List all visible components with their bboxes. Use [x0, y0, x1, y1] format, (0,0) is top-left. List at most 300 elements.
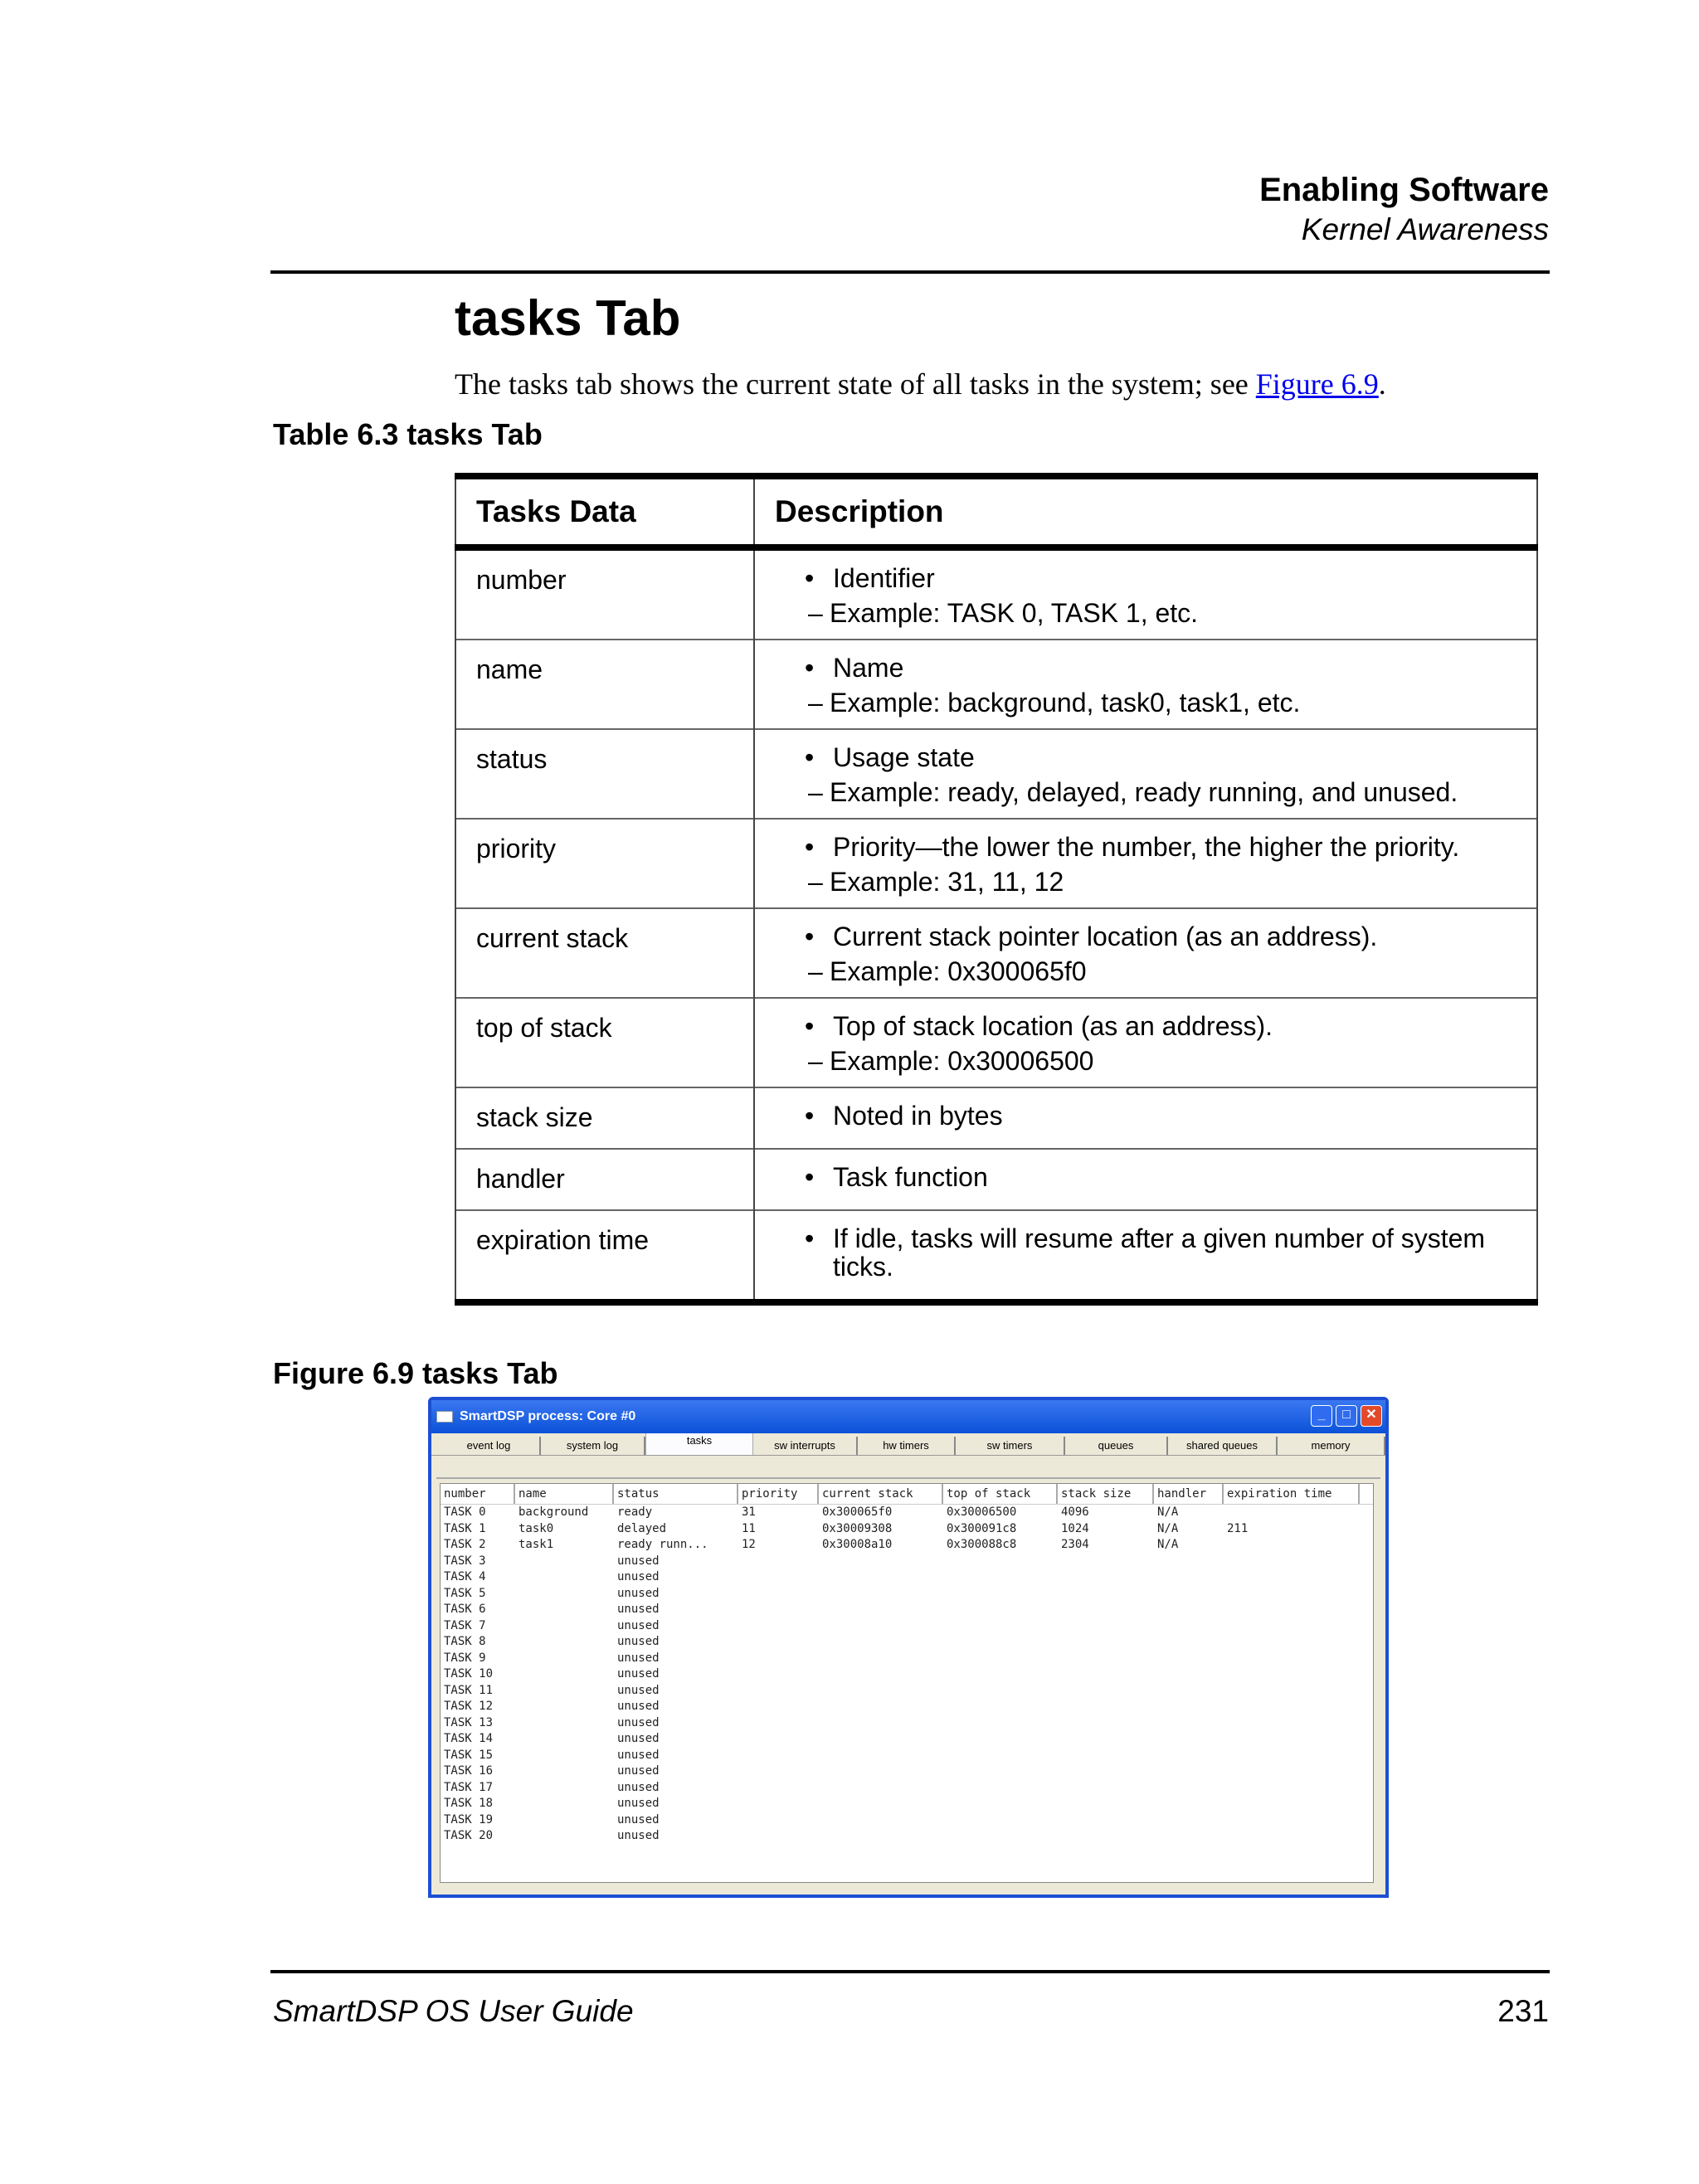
list-header [441, 1484, 1373, 1505]
tab-strip [431, 1433, 1385, 1456]
task-cell-status: unused [617, 1635, 660, 1648]
task-cell-handler: N/A [1157, 1538, 1179, 1551]
dash-icon: – [808, 956, 823, 986]
task-cell-status: unused [617, 1554, 660, 1568]
tab-hw-timers[interactable]: hw timers [858, 1437, 956, 1455]
task-cell-stack-size [1058, 1748, 1154, 1764]
bullet-item [775, 743, 1516, 771]
column-header-current-stack[interactable]: current stack [819, 1484, 943, 1504]
column-header-status[interactable]: status [614, 1484, 738, 1504]
task-cell-stack-size [1058, 1683, 1154, 1700]
description-cell [754, 547, 1537, 640]
bullet-icon: • [805, 563, 815, 593]
description-cell [754, 819, 1537, 908]
task-cell-top-of-stack [943, 1699, 1058, 1715]
task-cell-expiration-time [1224, 1554, 1360, 1570]
description-cell [754, 1149, 1537, 1210]
column-header-number[interactable]: number [441, 1484, 515, 1504]
task-cell-number: TASK 3 [444, 1554, 486, 1568]
task-row[interactable] [441, 1521, 1373, 1538]
section-title: tasks Tab [455, 290, 681, 346]
task-row[interactable] [441, 1505, 1373, 1521]
task-cell-current-stack [819, 1828, 943, 1845]
sub-text: Example: 0x30006500 [830, 1046, 1094, 1076]
task-cell-top-of-stack: 0x300091c8 [947, 1521, 1017, 1535]
task-cell-status: ready runn... [617, 1538, 708, 1551]
task-cell-stack-size [1058, 1812, 1154, 1829]
task-cell-status: unused [617, 1780, 660, 1794]
bullet-item [775, 1102, 1516, 1130]
task-cell-expiration-time [1224, 1602, 1360, 1618]
task-cell-number: TASK 20 [444, 1829, 494, 1842]
task-cell-top-of-stack [943, 1763, 1058, 1780]
task-cell-handler [1154, 1666, 1224, 1683]
task-cell-handler: N/A [1157, 1521, 1179, 1535]
header-rule [270, 270, 1550, 274]
task-cell-name [515, 1780, 614, 1797]
column-header-top-of-stack[interactable]: top of stack [943, 1484, 1058, 1504]
task-cell-expiration-time [1224, 1731, 1360, 1748]
bullet-text: Name [833, 653, 904, 683]
task-cell-number: TASK 11 [444, 1683, 494, 1697]
task-cell-top-of-stack [943, 1554, 1058, 1570]
task-cell-priority [738, 1554, 819, 1570]
task-cell-top-of-stack [943, 1569, 1058, 1586]
task-cell-current-stack [819, 1618, 943, 1635]
task-cell-top-of-stack [943, 1651, 1058, 1667]
window-titlebar[interactable] [431, 1400, 1385, 1433]
tab-sw-interrupts[interactable]: sw interrupts [753, 1437, 858, 1455]
task-cell-number: TASK 0 [444, 1505, 486, 1519]
task-row[interactable] [441, 1602, 1373, 1618]
sub-text: Example: 0x300065f0 [830, 956, 1087, 986]
task-cell-name [515, 1715, 614, 1732]
task-cell-priority [738, 1812, 819, 1829]
tasks-data-cell: number [455, 547, 754, 640]
task-cell-name [515, 1554, 614, 1570]
task-cell-expiration-time [1224, 1505, 1360, 1521]
task-cell-top-of-stack [943, 1666, 1058, 1683]
task-cell-top-of-stack [943, 1796, 1058, 1812]
task-cell-status: unused [617, 1829, 660, 1842]
task-row[interactable] [441, 1796, 1373, 1812]
task-row[interactable] [441, 1618, 1373, 1635]
task-row[interactable] [441, 1537, 1373, 1554]
task-cell-handler [1154, 1812, 1224, 1829]
task-cell-expiration-time [1224, 1634, 1360, 1651]
task-cell-current-stack [819, 1651, 943, 1667]
footer-book-title: SmartDSP OS User Guide [273, 1994, 634, 2028]
description-cell [754, 729, 1537, 819]
tasks-data-cell: expiration time [455, 1210, 754, 1302]
task-cell-number: TASK 6 [444, 1603, 486, 1616]
task-cell-handler [1154, 1796, 1224, 1812]
task-cell-status: unused [617, 1586, 660, 1600]
task-cell-name: task1 [518, 1538, 554, 1551]
table-body [455, 547, 1537, 1302]
task-cell-expiration-time [1224, 1618, 1360, 1635]
task-cell-top-of-stack [943, 1731, 1058, 1748]
task-cell-current-stack [819, 1634, 943, 1651]
bullet-text: Current stack pointer location (as an address). [833, 922, 1378, 951]
bullet-text: Identifier [833, 563, 935, 593]
task-cell-expiration-time [1224, 1666, 1360, 1683]
task-cell-handler [1154, 1554, 1224, 1570]
tasks-data-table [455, 473, 1538, 1306]
close-button[interactable]: ✕ [1361, 1405, 1382, 1427]
task-cell-name: task0 [518, 1521, 554, 1535]
task-cell-status: unused [617, 1797, 660, 1810]
bullet-text: Usage state [833, 742, 975, 772]
task-cell-stack-size [1058, 1828, 1154, 1845]
list-body [441, 1505, 1373, 1845]
tasks-data-cell: current stack [455, 908, 754, 998]
task-cell-current-stack: 0x30008a10 [822, 1538, 893, 1551]
tasks-list[interactable] [440, 1483, 1374, 1883]
task-cell-number: TASK 7 [444, 1618, 486, 1632]
task-cell-status: unused [617, 1570, 660, 1583]
task-cell-priority [738, 1569, 819, 1586]
bullet-text: If idle, tasks will resume after a given number of system ticks. [833, 1223, 1486, 1282]
task-cell-current-stack [819, 1812, 943, 1829]
table-row [455, 908, 1537, 998]
task-cell-top-of-stack [943, 1748, 1058, 1764]
task-cell-expiration-time [1224, 1715, 1360, 1732]
column-header-name[interactable]: name [515, 1484, 614, 1504]
task-cell-name [515, 1634, 614, 1651]
task-row[interactable] [441, 1634, 1373, 1651]
sub-item [775, 778, 1516, 806]
task-cell-current-stack [819, 1602, 943, 1618]
bullet-icon: • [805, 1223, 815, 1253]
dash-icon: – [808, 598, 823, 628]
table-header-tasks-data: Tasks Data [455, 476, 754, 547]
task-row[interactable] [441, 1748, 1373, 1764]
task-cell-expiration-time [1224, 1586, 1360, 1603]
task-row[interactable] [441, 1828, 1373, 1845]
bullet-icon: • [805, 653, 815, 683]
task-cell-expiration-time: 211 [1227, 1521, 1249, 1535]
task-cell-name [515, 1666, 614, 1683]
smartdsp-window [428, 1397, 1389, 1898]
task-cell-name: background [518, 1505, 589, 1519]
task-cell-current-stack [819, 1780, 943, 1797]
task-cell-name [515, 1586, 614, 1603]
tasks-data-cell: priority [455, 819, 754, 908]
task-cell-handler [1154, 1602, 1224, 1618]
bullet-item [775, 654, 1516, 682]
tasks-data-cell: top of stack [455, 998, 754, 1087]
task-cell-handler [1154, 1651, 1224, 1667]
tab-tasks[interactable]: tasks [645, 1432, 753, 1455]
bullet-text: Top of stack location (as an address). [833, 1011, 1273, 1041]
task-cell-number: TASK 14 [444, 1732, 494, 1745]
dash-icon: – [808, 1046, 823, 1076]
tasks-data-cell: handler [455, 1149, 754, 1210]
task-cell-top-of-stack [943, 1715, 1058, 1732]
header-title: Enabling Software [1259, 172, 1549, 208]
tab-system-log[interactable]: system log [541, 1437, 645, 1455]
task-cell-top-of-stack: 0x300088c8 [947, 1538, 1017, 1551]
bullet-item [775, 1224, 1516, 1281]
task-cell-top-of-stack [943, 1602, 1058, 1618]
task-cell-expiration-time [1224, 1796, 1360, 1812]
task-row[interactable] [441, 1683, 1373, 1700]
task-cell-handler [1154, 1763, 1224, 1780]
task-cell-number: TASK 15 [444, 1748, 494, 1762]
bullet-item [775, 1163, 1516, 1191]
page-number: 231 [1497, 1994, 1549, 2028]
task-cell-stack-size [1058, 1666, 1154, 1683]
task-cell-stack-size [1058, 1651, 1154, 1667]
task-cell-stack-size [1058, 1780, 1154, 1797]
tab-memory[interactable]: memory [1278, 1437, 1385, 1455]
task-cell-handler [1154, 1731, 1224, 1748]
task-cell-name [515, 1602, 614, 1618]
bullet-item [775, 833, 1516, 861]
bullet-icon: • [805, 1101, 815, 1131]
task-cell-expiration-time [1224, 1537, 1360, 1554]
tab-queues[interactable]: queues [1065, 1437, 1168, 1455]
task-cell-stack-size [1058, 1796, 1154, 1812]
task-cell-current-stack [819, 1763, 943, 1780]
tasks-data-cell: stack size [455, 1087, 754, 1149]
task-cell-priority [738, 1828, 819, 1845]
figure-caption: Figure 6.9 tasks Tab [273, 1356, 558, 1390]
task-cell-priority [738, 1748, 819, 1764]
tab-sw-timers[interactable]: sw timers [956, 1437, 1065, 1455]
sub-text: Example: 31, 11, 12 [830, 867, 1064, 897]
sub-text: Example: TASK 0, TASK 1, etc. [830, 598, 1199, 628]
task-cell-stack-size [1058, 1634, 1154, 1651]
task-cell-status: unused [617, 1683, 660, 1697]
task-cell-stack-size [1058, 1569, 1154, 1586]
task-row[interactable] [441, 1731, 1373, 1748]
task-cell-stack-size [1058, 1763, 1154, 1780]
intro-text: The tasks tab shows the current state of all tasks in the system; see [455, 367, 1256, 401]
task-cell-priority [738, 1699, 819, 1715]
task-row[interactable] [441, 1780, 1373, 1797]
task-cell-name [515, 1731, 614, 1748]
header-subtitle: Kernel Awareness [1301, 212, 1549, 246]
sub-item [775, 688, 1516, 717]
task-cell-priority: 12 [742, 1538, 756, 1551]
column-header-expiration-time[interactable]: expiration time [1224, 1484, 1360, 1504]
task-cell-handler [1154, 1618, 1224, 1635]
task-cell-status: unused [617, 1732, 660, 1745]
task-cell-handler [1154, 1748, 1224, 1764]
task-cell-name [515, 1812, 614, 1829]
description-cell [754, 1210, 1537, 1302]
task-cell-handler [1154, 1828, 1224, 1845]
task-cell-current-stack [819, 1666, 943, 1683]
task-cell-status: unused [617, 1715, 660, 1729]
task-cell-priority [738, 1666, 819, 1683]
task-cell-top-of-stack [943, 1618, 1058, 1635]
table-row [455, 998, 1537, 1087]
sub-text: Example: background, task0, task1, etc. [830, 688, 1301, 717]
task-cell-status: ready [617, 1505, 653, 1519]
task-cell-expiration-time [1224, 1763, 1360, 1780]
task-cell-number: TASK 8 [444, 1635, 486, 1648]
tasks-data-cell: name [455, 640, 754, 729]
task-cell-handler [1154, 1569, 1224, 1586]
task-cell-priority [738, 1634, 819, 1651]
task-cell-stack-size [1058, 1554, 1154, 1570]
bullet-text: Task function [833, 1162, 988, 1192]
task-row[interactable] [441, 1569, 1373, 1586]
task-row[interactable] [441, 1812, 1373, 1829]
task-cell-stack-size: 2304 [1061, 1538, 1089, 1551]
task-cell-current-stack [819, 1699, 943, 1715]
minimize-button[interactable]: _ [1311, 1405, 1332, 1427]
figure-link[interactable]: Figure 6.9 [1255, 367, 1379, 401]
task-cell-number: TASK 12 [444, 1700, 494, 1713]
task-cell-handler [1154, 1699, 1224, 1715]
task-cell-status: unused [617, 1667, 660, 1681]
task-cell-stack-size [1058, 1586, 1154, 1603]
task-cell-status: unused [617, 1603, 660, 1616]
task-cell-stack-size [1058, 1715, 1154, 1732]
sub-text: Example: ready, delayed, ready running, and unused. [830, 777, 1458, 807]
task-cell-stack-size [1058, 1731, 1154, 1748]
task-row[interactable] [441, 1699, 1373, 1715]
task-cell-expiration-time [1224, 1828, 1360, 1845]
task-cell-expiration-time [1224, 1569, 1360, 1586]
table-row [455, 1210, 1537, 1302]
table-row [455, 819, 1537, 908]
footer-rule [270, 1970, 1550, 1973]
table-row [455, 640, 1537, 729]
bullet-item [775, 922, 1516, 951]
task-cell-stack-size: 4096 [1061, 1505, 1089, 1519]
table-header-description: Description [754, 476, 1537, 547]
task-cell-name [515, 1699, 614, 1715]
task-cell-current-stack: 0x30009308 [822, 1521, 893, 1535]
column-header-handler[interactable]: handler [1154, 1484, 1224, 1504]
task-cell-number: TASK 9 [444, 1651, 486, 1665]
task-cell-priority [738, 1731, 819, 1748]
task-cell-priority [738, 1780, 819, 1797]
task-cell-top-of-stack [943, 1780, 1058, 1797]
task-cell-priority: 11 [742, 1521, 756, 1535]
task-cell-number: TASK 18 [444, 1797, 494, 1810]
task-cell-top-of-stack [943, 1634, 1058, 1651]
task-cell-priority [738, 1763, 819, 1780]
description-cell [754, 908, 1537, 998]
description-cell [754, 1087, 1537, 1149]
task-cell-current-stack [819, 1586, 943, 1603]
task-cell-handler: N/A [1157, 1505, 1179, 1519]
sub-item [775, 957, 1516, 985]
task-cell-priority [738, 1651, 819, 1667]
task-cell-number: TASK 4 [444, 1570, 486, 1583]
task-cell-number: TASK 10 [444, 1667, 494, 1681]
task-cell-stack-size: 1024 [1061, 1521, 1089, 1535]
task-cell-status: unused [617, 1618, 660, 1632]
task-cell-priority [738, 1796, 819, 1812]
task-cell-current-stack [819, 1569, 943, 1586]
task-cell-top-of-stack [943, 1812, 1058, 1829]
task-cell-number: TASK 5 [444, 1586, 486, 1600]
task-cell-priority [738, 1715, 819, 1732]
task-cell-current-stack [819, 1748, 943, 1764]
task-cell-current-stack [819, 1731, 943, 1748]
task-cell-stack-size [1058, 1699, 1154, 1715]
bullet-text: Noted in bytes [833, 1101, 1003, 1131]
task-cell-number: TASK 19 [444, 1812, 494, 1826]
bullet-icon: • [805, 742, 815, 772]
table-row [455, 729, 1537, 819]
task-cell-handler [1154, 1683, 1224, 1700]
bullet-icon: • [805, 832, 815, 862]
task-cell-expiration-time [1224, 1812, 1360, 1829]
task-cell-status: delayed [617, 1521, 667, 1535]
task-row[interactable] [441, 1651, 1373, 1667]
task-cell-current-stack: 0x300065f0 [822, 1505, 893, 1519]
column-header-priority[interactable]: priority [738, 1484, 819, 1504]
task-cell-top-of-stack [943, 1586, 1058, 1603]
task-cell-current-stack [819, 1554, 943, 1570]
task-cell-priority [738, 1683, 819, 1700]
task-cell-stack-size [1058, 1618, 1154, 1635]
tab-event-log[interactable]: event log [438, 1437, 541, 1455]
column-header-stack-size[interactable]: stack size [1058, 1484, 1154, 1504]
description-cell [754, 640, 1537, 729]
intro-paragraph [455, 365, 1386, 403]
task-cell-number: TASK 1 [444, 1521, 486, 1535]
task-cell-current-stack [819, 1683, 943, 1700]
table-row [455, 547, 1537, 640]
sub-item [775, 1047, 1516, 1075]
task-cell-handler [1154, 1780, 1224, 1797]
task-cell-number: TASK 13 [444, 1715, 494, 1729]
task-row[interactable] [441, 1554, 1373, 1570]
task-cell-handler [1154, 1634, 1224, 1651]
task-cell-name [515, 1828, 614, 1845]
task-cell-status: unused [617, 1700, 660, 1713]
task-cell-status: unused [617, 1651, 660, 1665]
tab-shared-queues[interactable]: shared queues [1168, 1437, 1278, 1455]
task-cell-number: TASK 2 [444, 1538, 486, 1551]
task-row[interactable] [441, 1715, 1373, 1732]
task-cell-expiration-time [1224, 1780, 1360, 1797]
task-cell-number: TASK 16 [444, 1764, 494, 1778]
task-cell-priority [738, 1602, 819, 1618]
task-cell-priority: 31 [742, 1505, 756, 1519]
running-header [1259, 169, 1549, 249]
task-cell-handler [1154, 1715, 1224, 1732]
task-cell-name [515, 1763, 614, 1780]
bullet-item [775, 564, 1516, 592]
dash-icon: – [808, 688, 823, 717]
table-caption: Table 6.3 tasks Tab [273, 417, 543, 451]
task-row[interactable] [441, 1586, 1373, 1603]
tab-panel-border [436, 1459, 1380, 1479]
task-cell-name [515, 1796, 614, 1812]
dash-icon: – [808, 777, 823, 807]
task-row[interactable] [441, 1666, 1373, 1683]
task-cell-top-of-stack [943, 1828, 1058, 1845]
task-cell-expiration-time [1224, 1651, 1360, 1667]
task-cell-stack-size [1058, 1602, 1154, 1618]
task-row[interactable] [441, 1763, 1373, 1780]
task-cell-name [515, 1683, 614, 1700]
maximize-button[interactable]: □ [1336, 1405, 1357, 1427]
dash-icon: – [808, 867, 823, 897]
description-cell [754, 998, 1537, 1087]
task-cell-status: unused [617, 1748, 660, 1762]
